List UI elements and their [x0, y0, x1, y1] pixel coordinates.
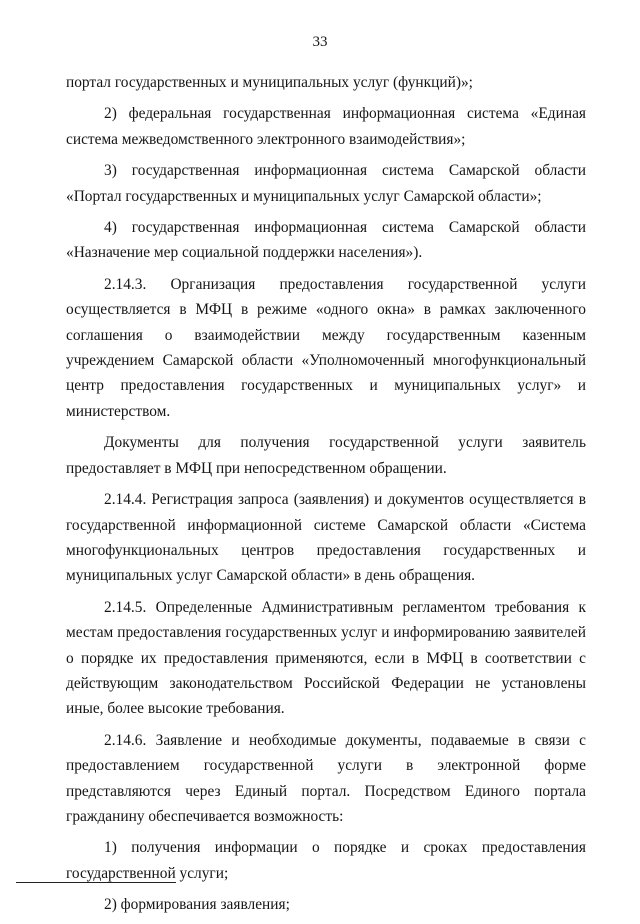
paragraph-2-14-6: 2.14.6. Заявление и необходимые документы, подаваемые в связи с предоставлением государственной услуги в электронной форме представляются через Единый портал. Посредством Единого портала гражданину обеспечивается возможность:: [66, 731, 586, 825]
paragraph-list-item-3: 3) государственная информационная система Самарской области «Портал государственных и муниципальных услуг Самарской области»;: [66, 162, 586, 205]
paragraph-portal-continuation: портал государственных и муниципальных услуг (функций)»;: [66, 74, 473, 91]
paragraph-list-item-2: 2) федеральная государственная информационная система «Единая система межведомственного электронного взаимодействия»;: [66, 105, 586, 148]
paragraph-option-1: 1) получения информации о порядке и сроках предоставления государственной услуги;: [66, 839, 586, 882]
paragraph-2-14-5: 2.14.5. Определенные Административным регламентом требования к местам предоставления государственных услуг и информированию заявителей о порядке их предоставления применяются, если в МФЦ в соответствии с действующим законодательством Российской Федерации не установлены иные, более высокие требования.: [66, 598, 586, 718]
paragraph-2-14-4: 2.14.4. Регистрация запроса (заявления) и документов осуществляется в государственной информационной системе Самарской области «Система многофункциональных центров предоставления государственных и муниципальных услуг Самарской области» в день обращения.: [66, 491, 586, 585]
paragraph-documents: Документы для получения государственной услуги заявитель предоставляет в МФЦ при непосредственном обращении.: [66, 434, 586, 477]
paragraph-list-item-4: 4) государственная информационная система Самарской области «Назначение мер социальной поддержки населения»).: [66, 219, 586, 262]
paragraph-2-14-3: 2.14.3. Организация предоставления государственной услуги осуществляется в МФЦ в режиме «одного окна» в рамках заключенного соглашения о взаимодействии между государственным казенным учреждением Самарской области «Уполномоченный многофункциональный центр предоставления государственных и муниципальных услуг» и министерством.: [66, 275, 586, 420]
paragraph-option-2: 2) формирования заявления;: [104, 896, 290, 914]
document-body: [66, 70, 586, 924]
page-number: 33: [312, 34, 328, 50]
footnote-separator-line: [16, 882, 176, 883]
